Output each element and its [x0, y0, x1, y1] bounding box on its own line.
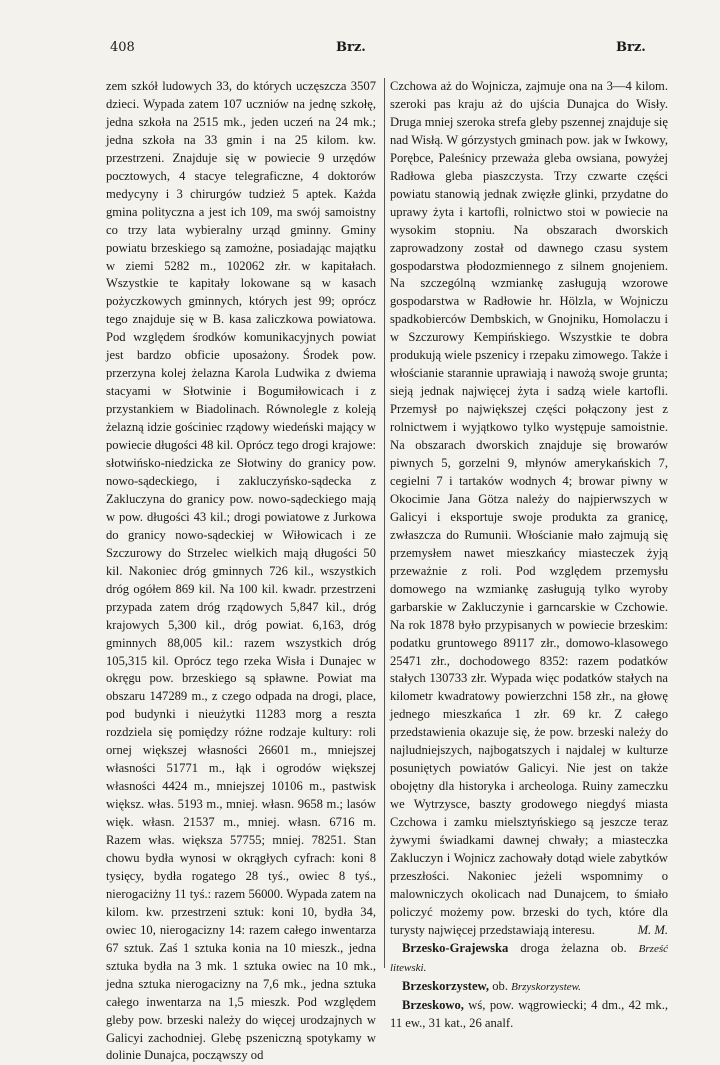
entry-reference: Brześć litewski. [390, 942, 668, 974]
entry-brzeskorzystew [390, 978, 668, 997]
author-signature: M. M. [637, 922, 668, 937]
right-column [390, 78, 668, 1034]
running-head-left: Brz. [336, 40, 366, 55]
running-head-right: Brz. [616, 40, 646, 55]
column-divider [384, 78, 385, 968]
entry-headword: Brzesko-Grajewska [402, 940, 509, 955]
entry-brzesko-grajewska [390, 940, 668, 978]
entry-reference: Brzyskorzystew. [511, 980, 581, 993]
entry-headword: Brzeskorzystew, [402, 978, 490, 993]
right-column-text [390, 78, 668, 940]
right-column-body: Czchowa aż do Wojnicza, zajmuje ona na 3—4 kilom. szeroki pas kraju aż do ujścia Dunajca do Wisły. Druga mniej szeroka strefa gleby pszennej znajduje się nad Wisłą. W górzystych gminach pow. jak w Iwkowy, Porębce, Paleśnicy przeważa gleba owsiana, powyżej Radłowa gleba piaszczysta. Trzy czwarte części powiatu stanowią jednak zwięzłe glinki, przydatne do uprawy żyta i kartofli, rolnictwo stoi w powiecie na wysokim stopniu. Na obszarach dworskich zaprowadzony został od dawnego czasu system gospodarstwa płodozmiennego z silnem gnojeniem. Na szczególną wzmiankę zasługują wzorowe gospodarstwa w Radłowie hr. Hölzla, w Wojniczu spadkobierców Dembskich, w Gnojniku, Homolaczu i w Szczurowy Kempińskiego. Wszystkie te dobra produkują wiele pszenicy i rzepaku zimowego. Także i włościanie starannie uprawiają i nawożą swoje grunta; sieją jednak najwięcej żyta i sadzą wiele kartofli. Przemysł po największej części połączony jest z rolnictwem i wyjątkowo tylko występuje samoistnie. Na obszarach dworskich znajduje się browarów piwnych 5, gorzelni 9, młynów amerykańskich 7, cegielni 7 i tartaków wodnych 4; browar piwny w Okocimie Jana Götza należy do najpierwszych w Galicyi i eksportuje swoje produkta za granicę, zwłaszcza do Rumunii. Włościanie mało zajmują się przemysłem nawet mieszkańcy miasteczek żyją przeważnie z roli. Pod względem przemysłu domowego na wzmiankę zasługują tylko wyroby garbarskie w Zakluczynie i garncarskie w Czchowie. Na rok 1878 było przypisanych w powiecie brzeskim: podatku gruntowego 89117 złr., domowo-klasowego 25471 złr., dochodowego 8352: razem podatków stałych 130733 złr. Wypada więc podatków stałych na kilometr kwadratowy powierzchni 158 złr., na głowę jednego mieszkańca 1 złr. 69 kr. Z całego przedstawienia okazuje się, że pow. brzeski należy do najludniejszych, najbogatszych i najdalej w kulturze posuniętych powiatów Galicyi. Nie jest on także obojętny dla historyka i archeologa. Ruiny zameczku we Wytrzysce, baszty grodowego niegdyś miasta Czchowa i zamku mielsztyńskiego są jeszcze teraz żywymi świadkami dawnej chwały; a miasteczka Zakluczyn i Wojnicz zachowały dotąd wiele zabytków przeszłości. Nakoniec jeżeli wspomnimy o malowniczych okolicach nad Dunajcem, to śmiało policzyć możemy pow. brzeski do tych, które dla turysty najwięcej przedstawiają interesu. [390, 79, 668, 937]
entry-text: wś, pow. wągrowiecki; 4 dm., 42 mk., 11 ew., 31 kat., 26 analf. [390, 997, 668, 1030]
entry-text: droga żelazna ob. [508, 940, 639, 955]
entry-text: ob. [489, 978, 512, 993]
page-header [104, 38, 674, 60]
left-column [106, 78, 376, 1065]
entry-headword: Brzeskowo, [402, 997, 464, 1012]
left-column-text: zem szkół ludowych 33, do których uczęszcza 3507 dzieci. Wypada zatem 107 uczniów na jednę szkołę, jedna szkoła na 2515 mk., jeden uczeń na 24 mk.; jedna szkoła na 33 gmin i na 25 kilom. kw. przestrzeni. Znajduje się w powiecie 9 urzędów pocztowych, 4 stacye telegraficzne, 4 doktorów medycyny i 3 chirurgów tudzież 5 aptek. Każda gmina polityczna a jest ich 109, ma swój samoistny co trzy lata wybieralny urząd gminny. Gminy powiatu brzeskiego są zamożne, posiadając majątku w ziemi 5282 m., 102062 złr. w kapitałach. Wszystkie te kapitały lokowane są w kasach pożyczkowych gminnych, których jest 99; oprócz tego znajduje się w B. kasa zaliczkowa powiatowa. Pod względem środków komunikacyjnych powiat jest bardzo obficie uposażony. Środek pow. przerzyna kolej żelazna Karola Ludwika z dwiema stacyami w Słotwinie i Bogumiłowicach i z przystankiem w Biadolinach. Równolegle z koleją żelazną idzie gościniec rządowy wiedeński mający w powiecie długości 48 kil. Oprócz tego drogi krajowe: słotwińsko-niedzicka ze Słotwiny do granicy pow. nowo-sądeckiego, i zakluczyńsko-sądecka z Zakluczyna do granicy pow. nowo-sądeckiego mają w pow. długości 43 kil.; drogi powiatowe z Jurkowa do granicy nowo-sądeckiej w Wiłowicach i ze Szczurowy do Strzelec wielkich mają długości 50 kil. Nakoniec dróg gminnych 726 kil., wszystkich dróg ogółem 869 kil. Na 100 kil. kwadr. przestrzeni przypada zatem dróg rządowych 5,847 kil., dróg krajowych 5,300 kil., dróg powiat. 6,163, dróg gminnych 88,005 kil.: razem wszystkich dróg 105,315 kil. Oprócz tego rzeka Wisła i Dunajec w okręgu pow. brzeskiego są spławne. Powiat ma obszaru 147289 m., z czego odpada na drogi, place, pod budynki i nieużytki 11283 morg a reszta rozdziela się pomiędzy różne rodzaje kultury: roli ornej większej własności 26601 m., mniejszej własności 51771 m., łąk i ogrodów większej własności 4424 m., mniejszej 10106 m., pastwisk większ. włas. 5193 m., mniej. własn. 9658 m.; lasów więk. własn. 21537 m., mniej. własn. 6716 m. Razem włas. większa 57755; mniej. 78251. Stan chowu bydła wynosi w okrągłych cyfrach: koni 8 tysięcy, bydła rogatego 28 tyś., owiec 8 tyś., nierogaciżny 11 tyś.: razem 56000. Wypada zatem na kilom. kw. przestrzeni sztuk: koni 10, bydła 34, owiec 10, nierogacizny 14: razem całego inwentarza 67 sztuk. Zaś 1 sztuka konia na 10 mieszk., jedna sztuka bydła na 3 mk. 1 sztuka owiec na 10 mk., jedna sztuka nierogacizny na 7,6 mk., jedna sztuka całego inwentarza na 1,5 mieszk. Pod względem gleby pow. brzeski należy do więcej urodzajnych w Galicyi zachodniej. Glebę pszeniczną spotykamy w dolinie Dunajca, począwszy od [106, 79, 376, 1063]
page-number: 408 [110, 40, 135, 55]
entry-brzeskowo [390, 997, 668, 1034]
